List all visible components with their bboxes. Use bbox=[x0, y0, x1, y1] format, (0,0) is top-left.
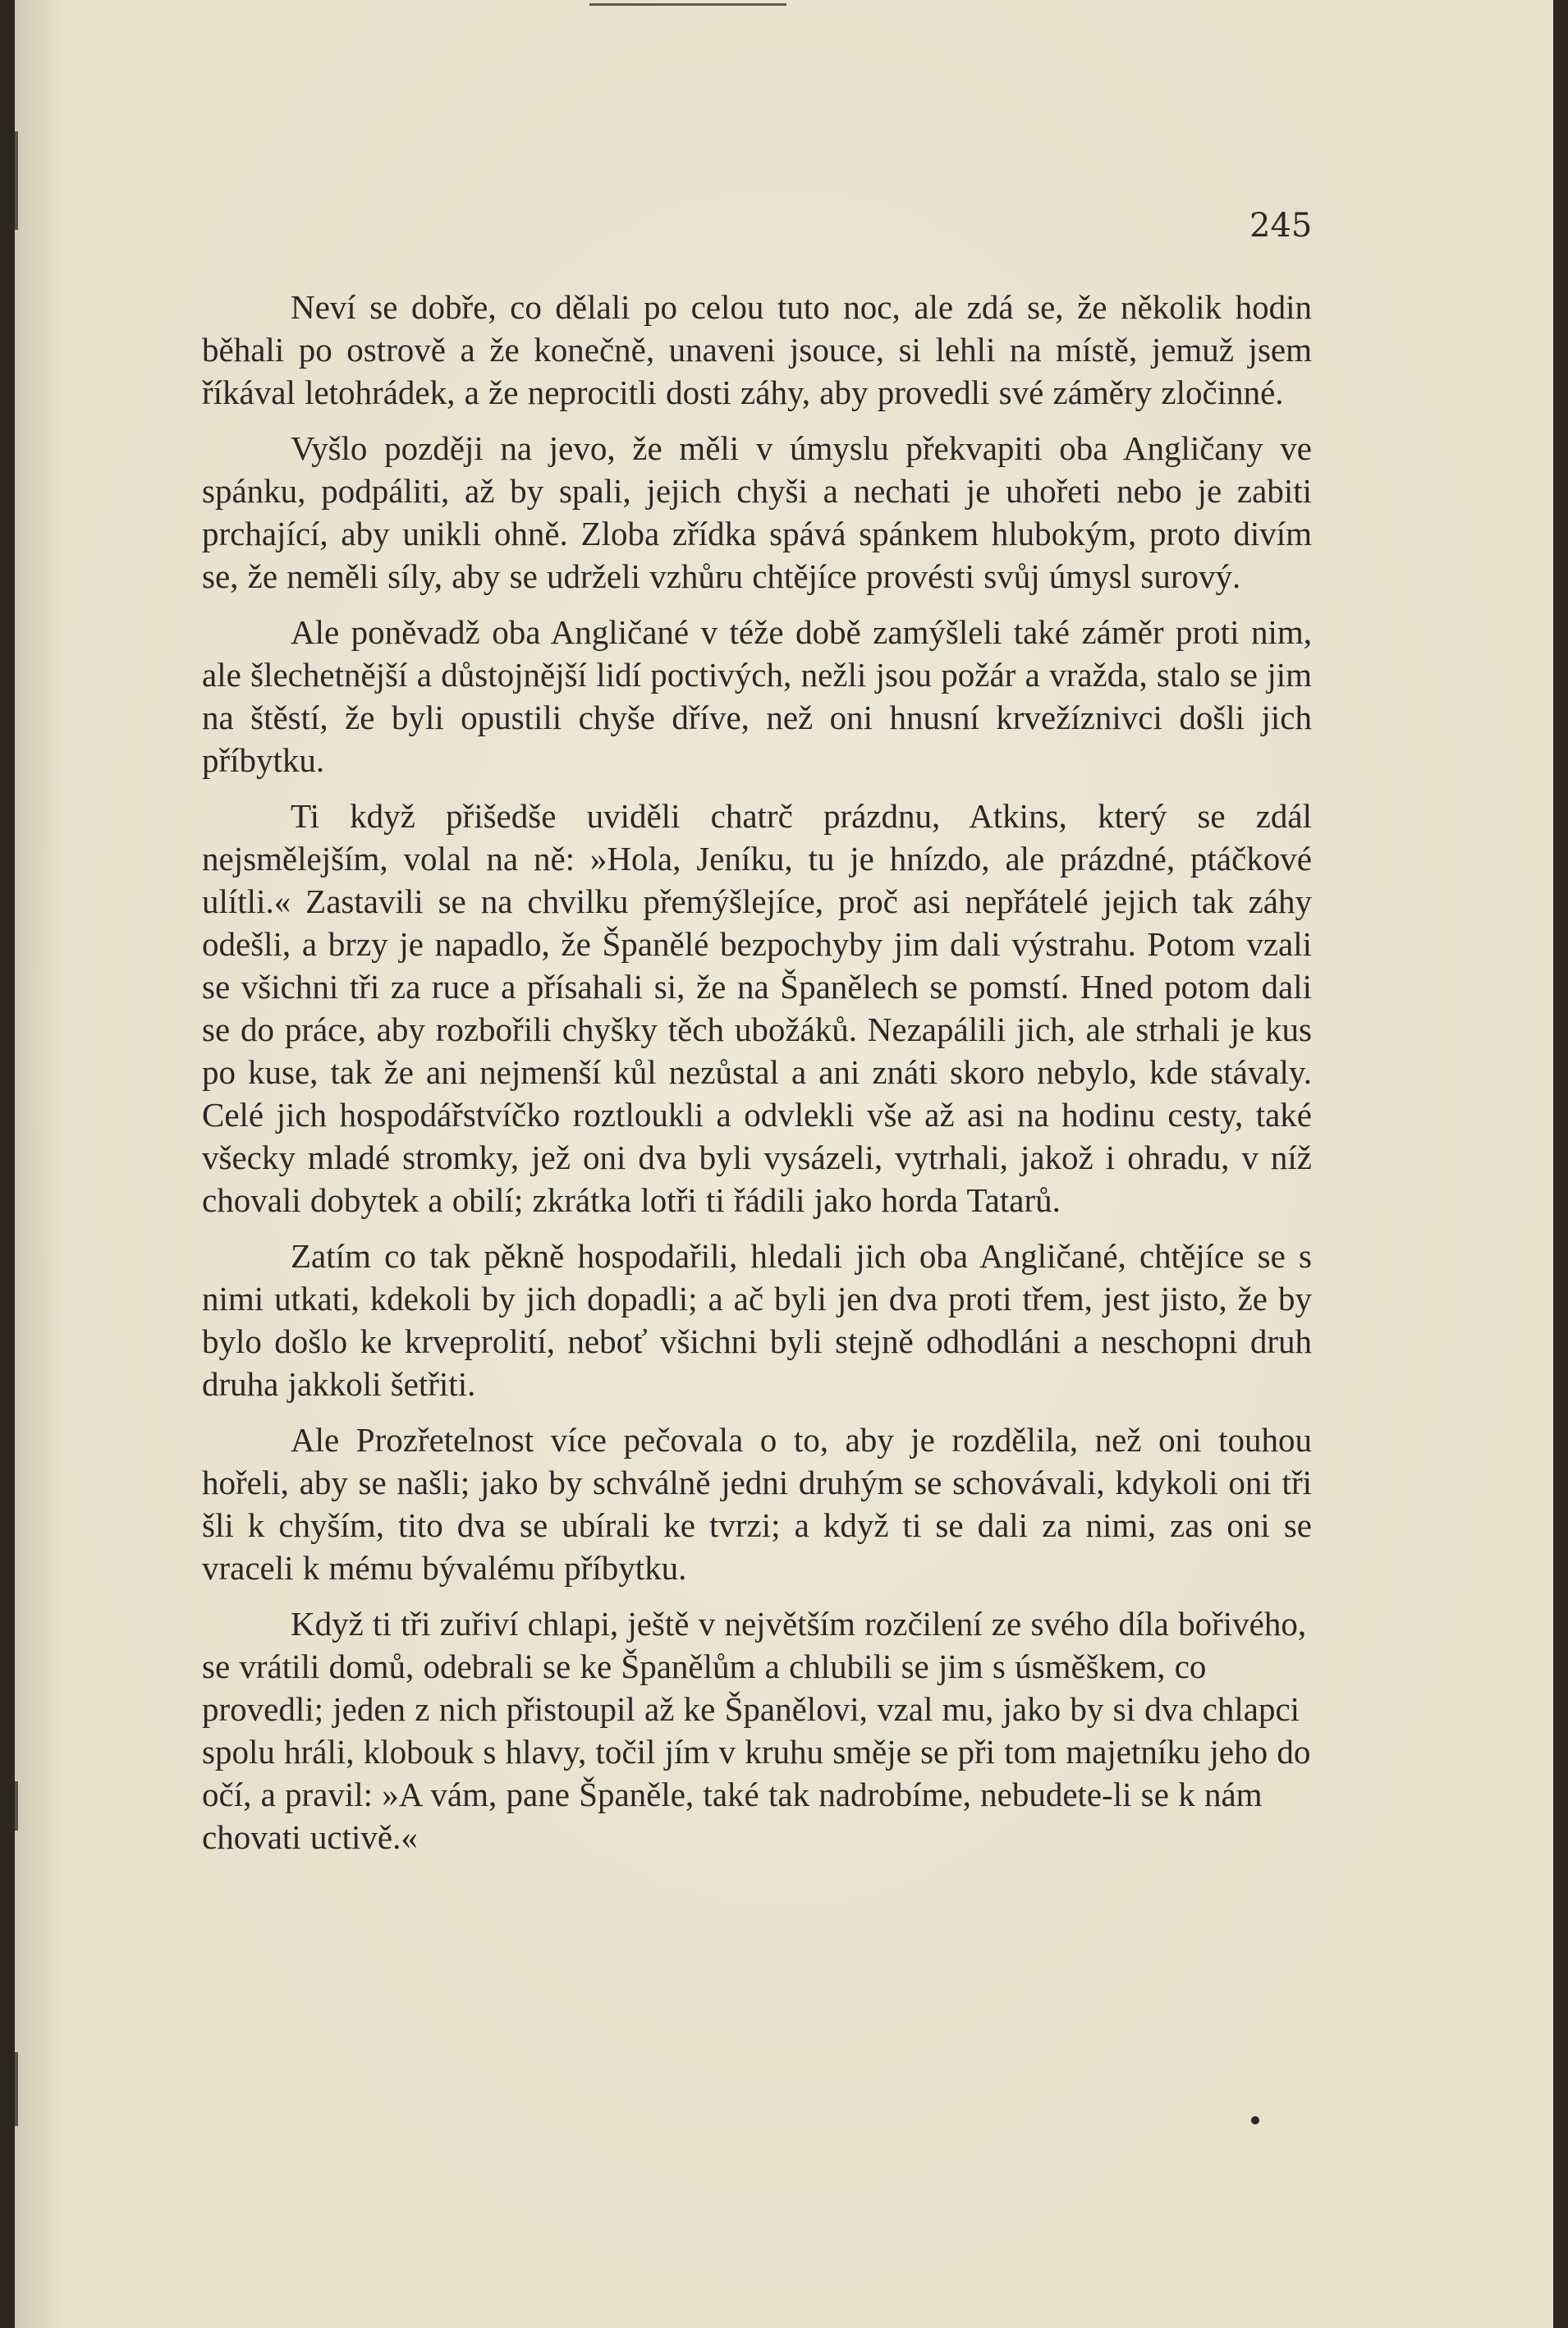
spine-shadow-mark bbox=[15, 1781, 18, 1831]
spine-shadow-mark bbox=[15, 131, 18, 230]
body-text bbox=[202, 286, 1312, 1872]
paragraph: Ti když přišedše uviděli chatrč prázdnu, Atkins, který se zdál nejsmělejším, volal na ně: »Hola, Jeníku, tu je hnízdo, ale prázdné, ptáčkové ulítli.« Zastavili se na chvilku přemýšlejíce, proč asi nepřátelé jejich tak záhy odešli, a brzy je napadlo, že Španělé bezpochyby jim dali výstrahu. Potom vzali se všichni tři za ruce a přísahali si, že na Španělech se pomstí. Hned potom dali se do práce, aby rozbořili chyšky těch ubožáků. Nezapálili jich, ale strhali je kus po kuse, tak že ani nejmenší kůl nezůstal a ani znáti skoro nebylo, kde stávaly. Celé jich hospodářstvíčko roztloukli a odvlekli vše až asi na hodinu cesty, také všecky mladé stromky, jež oni dva byli vysázeli, vytrhali, jakož i ohradu, v níž chovali dobytek a obilí; zkrátka lotři ti řádili jako horda Tatarů. bbox=[202, 797, 1312, 1219]
page-number: 245 bbox=[1249, 207, 1313, 245]
spine-shadow-mark bbox=[15, 2052, 18, 2126]
paragraph: Vyšlo později na jevo, že měli v úmyslu překvapiti oba Angličany ve spánku, podpáliti, až by spali, jejich chyši a nechati je uhořeti nebo je zabiti prchající, aby unikli ohně. Zloba zřídka spává spánkem hlubokým, proto divím se, že neměli síly, aby se udrželi vzhůru chtějíce provésti svůj úmysl surový. bbox=[202, 429, 1312, 595]
ink-speck bbox=[1251, 2116, 1259, 2124]
paragraph: Neví se dobře, co dělali po celou tuto noc, ale zdá se, že několik hodin běhali po ostrově a že konečně, unaveni jsouce, si lehli na místě, jemuž jsem říkával letohrádek, a že neprocitli dosti záhy, aby provedli své záměry zločinné. bbox=[202, 288, 1312, 411]
top-edge-mark bbox=[589, 3, 786, 6]
book-page bbox=[15, 0, 1553, 2328]
paragraph: Když ti tři zuřiví chlapi, ještě v největším rozčilení ze svého díla bořivého, se vrátili domů, odebrali se ke Španělům a chlubili se jim s úsměškem, co provedli; jeden z nich přistoupil až ke Španělovi, vzal mu, jako by si dva chlapci spolu hráli, klobouk s hlavy, točil jím v kruhu směje se při tom majetníku jeho do očí, a pravil: »A vám, pane Španěle, také tak nadrobíme, nebudete-li se k nám chovati uctivě.« bbox=[202, 1605, 1311, 1856]
paragraph: Zatím co tak pěkně hospodařili, hledali jich oba Angličané, chtějíce se s nimi utkati, kdekoli by jich dopadli; a ač byli jen dva proti třem, jest jisto, že by bylo došlo ke krveprolití, neboť všichni byli stejně odhodláni a neschopni druh druha jakkoli šetřiti. bbox=[202, 1237, 1312, 1403]
paragraph: Ale poněvadž oba Angličané v téže době zamýšleli také záměr proti nim, ale šlechetnější a důstojnější lidí poctivých, nežli jsou požár a vražda, stalo se jim na štěstí, že byli opustili chyše dříve, než oni hnusní krvežíznivci došli jich příbytku. bbox=[202, 613, 1312, 779]
paragraph: Ale Prozřetelnost více pečovala o to, aby je rozdělila, než oni touhou hořeli, aby se našli; jako by schválně jedni druhým se schovávali, kdykoli oni tři šli k chyším, tito dva se ubírali ke tvrzi; a když ti se dali za nimi, zas oni se vraceli k mému bývalému příbytku. bbox=[202, 1421, 1312, 1587]
